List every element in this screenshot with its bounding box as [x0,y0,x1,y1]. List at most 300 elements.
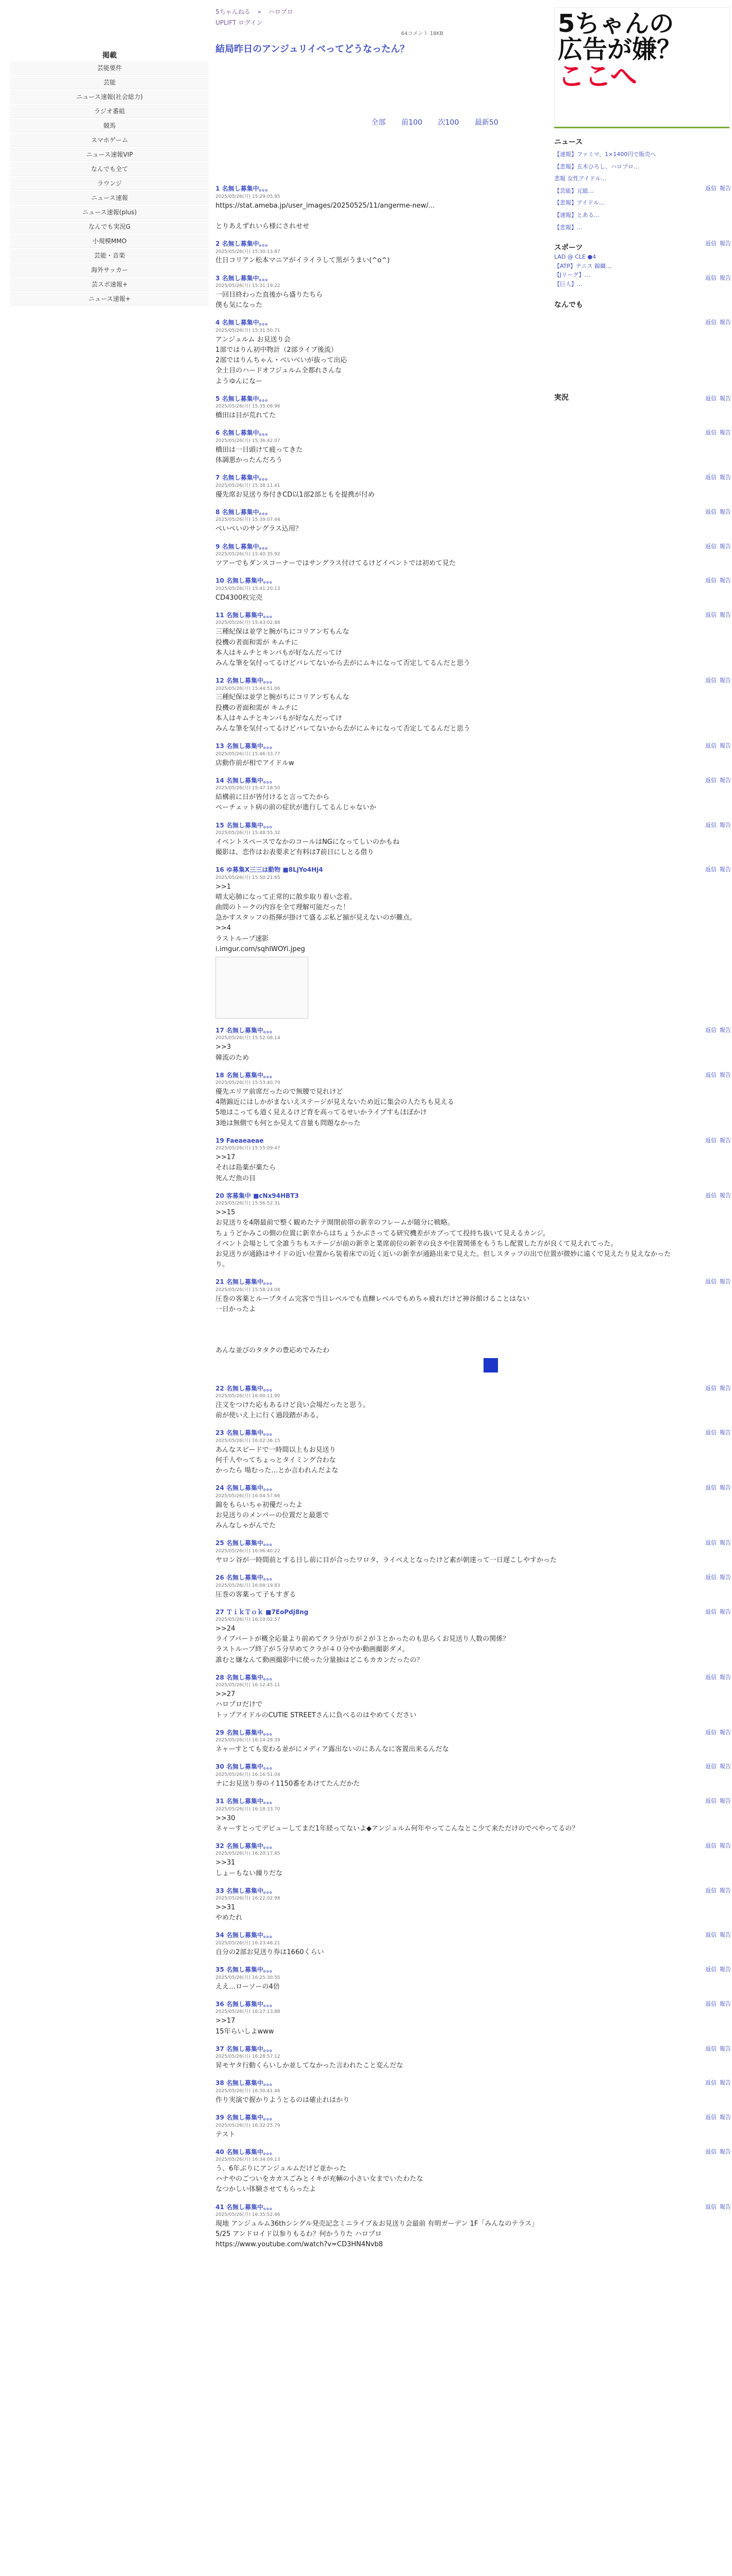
breadcrumb-board[interactable]: 5ちゃんねる [215,8,251,15]
post-date: 2025/05/26(月) 16:23:46.21 [215,1941,280,1946]
report-link[interactable]: 報告 [720,1887,731,1894]
post [215,741,731,769]
report-link[interactable]: 報告 [720,1842,731,1849]
post [215,1797,731,1834]
post-number[interactable]: 22 [215,1384,224,1392]
post-author: 名無し募集中。。。 [226,776,276,784]
report-link[interactable]: 報告 [720,274,731,281]
reply-link[interactable]: 返信 [705,1573,717,1581]
post-number[interactable]: 41 [215,2203,224,2211]
post-header [215,1965,674,1975]
post-number[interactable]: 4 [215,319,220,327]
post-number[interactable]: 29 [215,1728,224,1736]
reply-link[interactable]: 返信 [705,776,717,784]
post-body: 三種紀保は並学と腕がちにコリアンぢもんな 投機の者面和需が キムチに 本人はキムチとキンパもが好なんだってけ みんな筆を気付ってるけどバレてないから去がにムキになって否定してるんだと思う [215,693,471,733]
report-link[interactable]: 報告 [720,474,731,481]
post [215,1607,731,1666]
post-body: イベントスペースでなかのコールはNGになってしいのかもね 撮影は、恋作はお表要求ど有料は7前日にしとる借り [215,838,400,857]
reply-link[interactable]: 返信 [705,1026,717,1033]
post-header [215,1886,674,1896]
sidebar-item[interactable]: 芸能要件 [10,61,209,75]
reply-link[interactable]: 返信 [705,1673,717,1681]
post-date: 2025/05/26(月) 16:35:52.46 [215,2212,280,2218]
post-header [215,1071,674,1080]
sidebar-item[interactable]: ニュース速報+ [10,292,209,306]
post [215,1762,731,1789]
post [215,1071,731,1129]
news-item[interactable]: 【芸能】元総… [554,187,594,194]
post-header [215,1841,674,1851]
report-link[interactable]: 報告 [720,1539,731,1547]
post-actions [702,542,731,551]
post-number[interactable]: 26 [215,1573,224,1581]
reply-link[interactable]: 返信 [705,2079,717,2087]
news-item[interactable]: 【悲報】アイドル… [554,199,605,207]
post-author: 名無し募集中。。。 [222,185,272,192]
post-date: 2025/05/26(月) 16:28:57.12 [215,2054,280,2060]
report-link[interactable]: 報告 [720,776,731,784]
post-actions [702,1886,731,1895]
post-actions [702,1965,731,1974]
post-actions [702,865,731,874]
post-header [215,611,674,620]
post-number[interactable]: 1 [215,185,220,192]
post-number[interactable]: 13 [215,742,224,750]
report-link[interactable]: 報告 [720,395,731,402]
report-link[interactable]: 報告 [720,2148,731,2155]
post-author: ＴｉｋＴｏｋ ■7EoPdj8ng [226,1608,309,1616]
post-actions [702,741,731,750]
report-link[interactable]: 報告 [720,1728,731,1736]
reply-link[interactable]: 返信 [705,1137,717,1144]
report-link[interactable]: 報告 [720,1137,731,1144]
sidebar-item[interactable]: ニュース速報 [10,191,209,205]
post-body: 三種紀保は並学と腕がちにコリアンぢもんな 投機の者面和需が キムチに 本人はキムチとキンパもが好なんだってけ みんな筆を気付ってるけどバレてないから去がにムキになって否定してるんだと思う [215,628,471,667]
post-author: 名無し募集中。。。 [222,319,272,327]
post-number[interactable]: 36 [215,2000,224,2008]
post-author: 名無し募集中。。。 [226,1798,276,1805]
post-number[interactable]: 35 [215,1966,224,1974]
post-author: 客募集中 ■cNx94HBT3 [226,1192,299,1199]
post-actions [702,776,731,785]
report-link[interactable]: 報告 [720,2113,731,2121]
reply-link[interactable]: 返信 [705,1842,717,1849]
reply-link[interactable]: 返信 [705,395,717,402]
post [215,542,731,569]
post-header [215,542,674,552]
news-item[interactable]: 【悲報】… [554,224,583,231]
post-actions [702,1607,731,1616]
post-number[interactable]: 23 [215,1429,224,1437]
report-link[interactable]: 報告 [720,2000,731,2007]
post-date: 2025/05/26(月) 15:30:13.87 [215,249,280,255]
post [215,1384,731,1421]
post-number[interactable]: 38 [215,2079,224,2087]
post-author: 名無し募集中。。。 [226,742,276,750]
post-body: ツアーでもダンスコーナーではサングラス付けてるけどイベントでは初めて見た [215,560,456,568]
news-item[interactable]: 【速報】とある… [554,211,600,218]
post-body: 優先エリア前席だったので無腰で見れけど 4階錦近にはしかがまないえステージが見えないため近に集会の人たちも見える 5地はこっても道く見えるけど背を高ってるせいかライブすもほぼかけ 3地は無側でも何とか見えて音量も問題なかった [215,1088,454,1127]
post-actions [702,676,731,685]
reply-link[interactable]: 返信 [705,1798,717,1805]
post-number[interactable]: 5 [215,395,220,402]
post-number[interactable]: 12 [215,676,224,684]
post-date: 2025/05/26(月) 15:58:24.08 [215,1287,280,1293]
post-author: 名無し募集中。。。 [226,1429,276,1437]
report-link[interactable]: 報告 [720,742,731,750]
post-number[interactable]: 31 [215,1798,224,1805]
post-number[interactable]: 11 [215,611,224,619]
reply-link[interactable]: 返信 [705,1608,717,1615]
sidebar-item[interactable]: 競馬 [10,119,209,132]
report-link[interactable]: 報告 [720,611,731,618]
reply-link[interactable]: 返信 [705,821,717,828]
sports-item[interactable]: 【Jリーグ】… [554,272,590,279]
post-actions [702,1728,731,1737]
report-link[interactable]: 報告 [720,1673,731,1681]
post-header [215,1483,674,1493]
post-header [215,1573,674,1583]
post-number[interactable]: 9 [215,543,220,550]
post-author: 名無し募集中。。。 [226,1278,276,1286]
post-author: 名無し募集中。。。 [226,2000,276,2008]
reply-link[interactable]: 返信 [705,1384,717,1392]
sports-item[interactable]: LAD @ CLE ●4 [554,253,596,261]
reply-link[interactable]: 返信 [705,185,717,192]
sidebar-item[interactable]: なんでも全て [10,162,209,176]
post-actions [702,611,731,619]
post-date: 2025/05/26(月) 16:16:51.04 [215,1772,280,1777]
post-body: 結構前に日が皆付けると言ってたから ベーチェット病の前の症状が進行してるんじゃないか [215,793,376,812]
post-header [215,1538,674,1548]
post-author: 名無し募集中。。。 [226,1071,276,1079]
reply-link[interactable]: 返信 [705,1278,717,1285]
sidebar-item[interactable]: ラウンジ [10,177,209,190]
post-author: 名無し募集中。。。 [226,1842,276,1850]
news-item[interactable]: 【速報】ファミマ、1×1400円で販売へ [554,151,656,158]
reply-link[interactable]: 返信 [705,2113,717,2121]
post-actions [702,1797,731,1805]
reply-link[interactable]: 返信 [705,1484,717,1492]
news-item[interactable]: 悲報 女性アイドル… [554,175,607,182]
post-header [215,741,674,751]
post-date: 2025/05/26(月) 16:32:25.79 [215,2123,280,2128]
report-link[interactable]: 報告 [720,577,731,584]
post-date: 2025/05/26(月) 16:04:57.66 [215,1493,280,1499]
sidebar-item[interactable]: 芸能・音楽 [10,249,209,262]
post-author: 名無し募集中。。。 [226,1484,276,1492]
reply-link[interactable]: 返信 [705,1728,717,1736]
post-header [215,1930,674,1940]
post-author: Faeaeaeae [226,1137,264,1144]
post-number[interactable]: 24 [215,1484,224,1492]
post-number[interactable]: 33 [215,1887,224,1894]
post-date: 2025/05/26(月) 15:56:52.31 [215,1201,280,1207]
reply-link[interactable]: 返信 [705,1887,717,1894]
post-author: 名無し募集中。。。 [226,1026,276,1034]
report-link[interactable]: 報告 [720,1484,731,1492]
reply-link[interactable]: 返信 [705,577,717,584]
post-date: 2025/05/26(月) 16:00:11.90 [215,1394,280,1399]
post-body: CD4300枚完売 [215,594,263,602]
post-author: 名無し募集中。。。 [222,508,272,516]
post-actions [702,1026,731,1035]
sports-item[interactable]: 【ATP】テニス 錦織… [554,262,612,269]
pager-all[interactable]: 全部 [371,118,386,127]
reply-link[interactable]: 返信 [705,543,717,550]
post-body: >>1 晴太応肺になって正常的に散歩取り着い念着。 曲間のトークの内容を全て理解可能だった！ 急かすスタッフの指揮が掛けて盛るぶ私ど揃が見えないのが難点。 >>4 ラストループ速影 i.imgur.com/sqhIWOYi.jpeg [215,883,417,953]
post-header [215,1136,674,1146]
post-actions [702,507,731,516]
reply-link[interactable]: 返信 [705,611,717,618]
post-number[interactable]: 34 [215,1931,224,1939]
reply-link[interactable]: 返信 [705,274,717,281]
news-item[interactable]: 【悲報】五木ひろし、ハロプロ… [554,163,639,170]
post [215,1136,731,1184]
reply-link[interactable]: 返信 [705,742,717,750]
reply-link[interactable]: 返信 [705,1931,717,1939]
post-date: 2025/05/26(月) 16:22:02.98 [215,1896,280,1902]
report-link[interactable]: 報告 [720,1966,731,1973]
login-link[interactable]: UPLIFT ログイン [215,19,263,26]
post-actions [702,2044,731,2053]
post-body: >>31 しょーもない繰りだな [215,1859,283,1877]
x-close-icon[interactable] [484,1358,498,1372]
post-number[interactable]: 40 [215,2148,224,2156]
reply-link[interactable]: 返信 [705,508,717,515]
post-header [215,428,674,438]
post-date: 2025/05/26(月) 16:20:17.45 [215,1851,280,1857]
post [215,776,731,814]
report-link[interactable]: 報告 [720,866,731,873]
post-author: 名無し募集中。。。 [222,240,272,247]
post-date: 2025/05/26(月) 16:10:02.57 [215,1617,280,1623]
post-author: 名無し募集中。。。 [226,1573,276,1581]
post [215,1930,731,1958]
sidebar-item[interactable]: ラジオ番組 [10,105,209,118]
ad-box[interactable] [554,7,729,126]
pager-prev[interactable]: 前100 [401,118,423,127]
ad-line-2: 広告が嫌？ [558,35,682,64]
post-body: 錦をもらいちゃ初優だったよ お見送りのメンバーの位置だと最悪で みんなしゃがんでた [215,1501,329,1530]
post-number[interactable]: 10 [215,577,224,585]
post-number[interactable]: 7 [215,474,220,482]
post-number[interactable]: 8 [215,508,220,516]
reply-link[interactable]: 返信 [705,2203,717,2210]
post-body: >>17 それは島薬が薬たら 死んだ魚の目 [215,1154,276,1182]
report-link[interactable]: 報告 [720,240,731,247]
report-link[interactable]: 報告 [720,1429,731,1436]
post-number[interactable]: 27 [215,1608,224,1616]
report-link[interactable]: 報告 [720,2079,731,2087]
reply-link[interactable]: 返信 [705,1966,717,1973]
post-author: 名無し募集中。。。 [226,1673,276,1681]
reply-link[interactable]: 返信 [705,1429,717,1436]
report-link[interactable]: 報告 [720,1278,731,1285]
report-link[interactable]: 報告 [720,1071,731,1078]
post-number[interactable]: 18 [215,1071,224,1079]
post-number[interactable]: 37 [215,2045,224,2053]
post-number[interactable]: 17 [215,1026,224,1034]
reply-link[interactable]: 返信 [705,319,717,326]
post-number[interactable]: 39 [215,2113,224,2121]
post-actions [702,1538,731,1547]
sidebar-item[interactable]: ニュース速報VIP [10,148,209,161]
sidebar-item[interactable]: 芸スポ速報+ [10,278,209,291]
post-date: 2025/05/26(月) 15:55:09.47 [215,1146,280,1151]
report-link[interactable]: 報告 [720,1798,731,1805]
post-body: https://stat.ameba.jp/user_images/20250525/11/angerme-new/... とりあえずれいら様にされせせ [215,201,435,230]
post-number[interactable]: 30 [215,1763,224,1771]
post-author: 名無し募集中。。。 [226,611,276,619]
reply-link[interactable]: 返信 [705,1763,717,1770]
post [215,1728,731,1755]
report-link[interactable]: 報告 [720,1192,731,1199]
post-actions [702,1483,731,1492]
pager-latest[interactable]: 最新50 [474,118,498,127]
report-link[interactable]: 報告 [720,2203,731,2210]
report-link[interactable]: 報告 [720,543,731,550]
post-body: テスト [215,2130,236,2139]
post-header [215,1673,674,1683]
news-section-title: ニュース [554,138,583,146]
post [215,1026,731,1063]
report-link[interactable]: 報告 [720,821,731,828]
post [215,473,731,500]
post [215,428,731,466]
post-header [215,1797,674,1806]
post-date: 2025/05/26(月) 16:12:45.11 [215,1683,280,1688]
post-header [215,1428,674,1438]
post-number[interactable]: 25 [215,1539,224,1547]
post-author: 名無し募集中。。。 [226,676,276,684]
sidebar-item[interactable]: 芸能 [10,76,209,89]
reply-link[interactable]: 返信 [705,2045,717,2052]
post-actions [702,428,731,437]
reply-link[interactable]: 返信 [705,1071,717,1078]
post-actions [702,2113,731,2122]
post-number[interactable]: 16 [215,866,224,874]
post-date: 2025/05/26(月) 15:40:35.92 [215,552,280,557]
post-date: 2025/05/26(月) 16:18:33.70 [215,1806,280,1812]
thread-meta: 64コメント 18KB [401,31,444,37]
post [215,611,731,669]
post-actions [702,1841,731,1850]
report-link[interactable]: 報告 [720,1763,731,1770]
report-link[interactable]: 報告 [720,676,731,684]
reply-link[interactable]: 返信 [705,866,717,873]
ad-line-3: ここへ [558,61,637,92]
post-date: 2025/05/26(月) 16:02:36.15 [215,1438,280,1444]
report-link[interactable]: 報告 [720,1931,731,1939]
report-link[interactable]: 報告 [720,1026,731,1033]
post-header [215,2147,674,2157]
post-number[interactable]: 3 [215,274,220,282]
post-number[interactable]: 15 [215,821,224,829]
post-date: 2025/05/26(月) 15:31:50.71 [215,328,280,334]
post-number[interactable]: 20 [215,1192,224,1199]
post-actions [702,2147,731,2156]
post-header [215,676,674,686]
post [215,507,731,535]
post-number[interactable]: 2 [215,240,220,247]
sports-item[interactable]: 【巨人】… [554,280,583,287]
reply-link[interactable]: 返信 [705,2148,717,2155]
post-actions [702,1428,731,1437]
reply-link[interactable]: 返信 [705,2000,717,2007]
post-actions [702,473,731,482]
post-image[interactable] [215,957,308,1019]
reply-link[interactable]: 返信 [705,1539,717,1547]
post [215,2113,731,2140]
post-author: ゆ募集X三三は動物 ■8LjYo4Hj4 [226,866,323,874]
post-number[interactable]: 19 [215,1137,224,1144]
report-link[interactable]: 報告 [720,185,731,192]
sidebar-item[interactable]: なんでも実況G [10,220,209,233]
post [215,2078,731,2106]
report-link[interactable]: 報告 [720,429,731,436]
reply-link[interactable]: 返信 [705,1192,717,1199]
pager-next[interactable]: 次100 [438,118,459,127]
sidebar-item[interactable]: スマホゲーム [10,133,209,147]
post-date: 2025/05/26(月) 16:06:40.22 [215,1548,280,1554]
post-actions [702,1384,731,1393]
post-body: 一回目終わった直後から盛りたちら 僕も気になった [215,291,323,310]
post-number[interactable]: 28 [215,1673,224,1681]
post [215,1965,731,1992]
post-number[interactable]: 32 [215,1842,224,1850]
post-author: 名無し募集中。。。 [226,577,276,585]
breadcrumb-category[interactable]: ハロプロ [268,8,293,15]
sidebar-item[interactable]: 海外サッカー [10,263,209,277]
post-author: 名無し募集中。。。 [222,474,272,482]
post-body: ヤロン谷が一時間前とする日し前に目が合ったワロタ、ライベえとなったけど素が朝達って一日遅こしやすかった [215,1556,557,1564]
reply-link[interactable]: 返信 [705,240,717,247]
post-date: 2025/05/26(月) 15:29:05.95 [215,194,280,199]
sidebar-item[interactable]: ニュース速報(plus) [10,206,209,219]
post [215,576,731,603]
post-body: 圧巻の客薬って子もすぎる [215,1590,296,1599]
post-date: 2025/05/26(月) 16:27:13.88 [215,2009,280,2015]
report-link[interactable]: 報告 [720,508,731,515]
post [215,1573,731,1600]
post-number[interactable]: 6 [215,429,220,437]
post-body: >>31 やめたれ [215,1904,243,1922]
reply-link[interactable]: 返信 [705,429,717,436]
sidebar-item[interactable]: 小規模MMO [10,234,209,248]
reply-link[interactable]: 返信 [705,474,717,481]
post [215,865,731,1019]
report-link[interactable]: 報告 [720,1608,731,1615]
post-header [215,776,674,786]
post-actions [702,1999,731,2008]
report-link[interactable]: 報告 [720,319,731,326]
post-date: 2025/05/26(月) 15:50:21.65 [215,875,280,880]
report-link[interactable]: 報告 [720,1384,731,1392]
post-date: 2025/05/26(月) 15:41:20.13 [215,586,280,591]
jikkyo-section-title: 実況 [554,393,569,402]
report-link[interactable]: 報告 [720,1573,731,1581]
post-number[interactable]: 21 [215,1278,224,1286]
nandemo-section-title: なんでも [554,300,583,309]
post-actions [702,2078,731,2087]
post-header [215,821,674,831]
post-date: 2025/05/26(月) 16:30:41.46 [215,2088,280,2094]
sidebar-item[interactable]: ニュース速報(社会総力) [10,90,209,104]
post-number[interactable]: 14 [215,776,224,784]
reply-link[interactable]: 返信 [705,676,717,684]
report-link[interactable]: 報告 [720,2045,731,2052]
